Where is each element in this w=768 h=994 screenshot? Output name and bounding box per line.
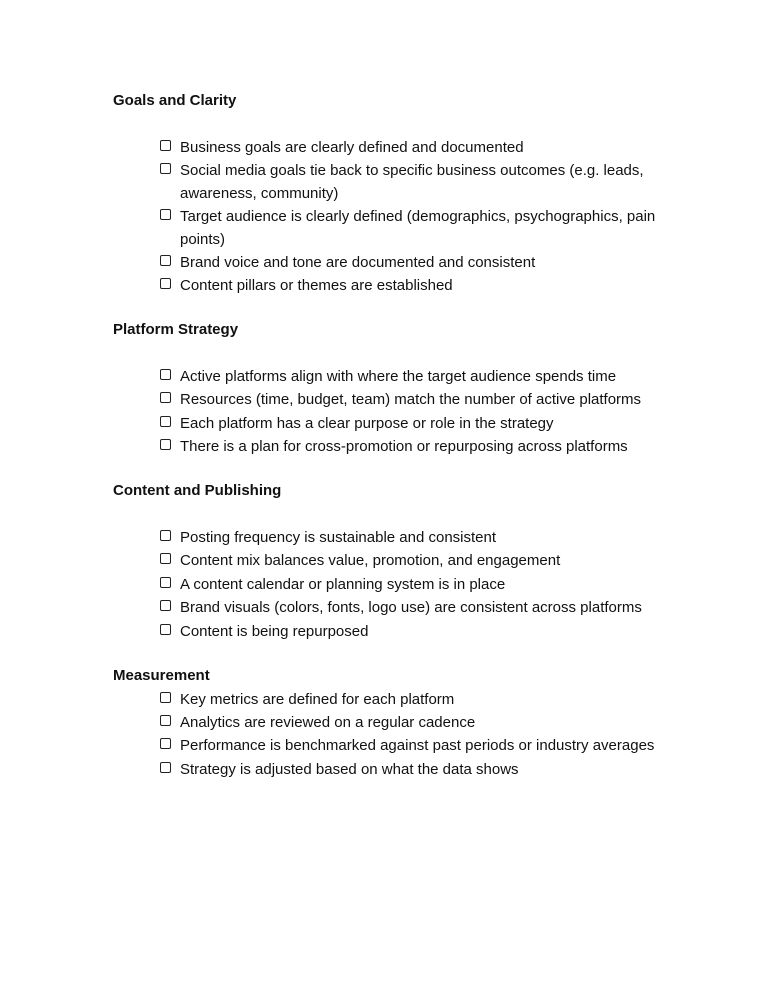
section-title-platform: Platform Strategy	[113, 321, 239, 338]
section-title-content: Content and Publishing	[113, 482, 282, 499]
checklist-item-label: Business goals are clearly defined and documented	[180, 139, 524, 156]
checklist-item-label: Analytics are reviewed on a regular cadence	[180, 714, 476, 731]
checklist-item[interactable]	[160, 365, 700, 388]
checklist-item-label: Brand voice and tone are documented and consistent	[180, 254, 536, 271]
checkbox[interactable]	[160, 624, 171, 635]
checklist-item-label: Strategy is adjusted based on what the data shows	[180, 761, 519, 778]
checklist-item[interactable]	[160, 688, 700, 711]
checkbox[interactable]	[160, 530, 171, 541]
checklist-item-label: Active platforms align with where the target audience spends time	[180, 368, 617, 385]
checkbox[interactable]	[160, 392, 171, 403]
checklist-item-label: Each platform has a clear purpose or role in the strategy	[180, 415, 554, 432]
checkbox[interactable]	[160, 163, 171, 174]
checklist-item[interactable]	[160, 711, 700, 734]
section-title-measurement: Measurement	[113, 667, 210, 684]
checklist-item-label: Content is being repurposed	[180, 623, 369, 640]
checkbox[interactable]	[160, 553, 171, 564]
checkbox[interactable]	[160, 738, 171, 749]
checklist-item[interactable]	[160, 159, 700, 205]
checklist-item-label: Content pillars or themes are established	[180, 277, 453, 294]
checkbox[interactable]	[160, 439, 171, 450]
checklist-item[interactable]	[160, 435, 700, 458]
checklist-item-label: Target audience is clearly defined (demographics, psychographics, pain points)	[180, 208, 656, 248]
checkbox[interactable]	[160, 140, 171, 151]
checklist-item[interactable]	[160, 596, 700, 619]
checkbox[interactable]	[160, 692, 171, 703]
checklist-item-label: Performance is benchmarked against past periods or industry averages	[180, 737, 655, 754]
checklist-item[interactable]	[160, 758, 700, 781]
checkbox[interactable]	[160, 762, 171, 773]
checklist-item-label: Brand visuals (colors, fonts, logo use) are consistent across platforms	[180, 599, 642, 616]
checkbox[interactable]	[160, 369, 171, 380]
checkbox[interactable]	[160, 715, 171, 726]
checklist-item[interactable]	[160, 251, 700, 274]
checklist-item-label: Key metrics are defined for each platform	[180, 691, 455, 708]
checklist-item-label: A content calendar or planning system is in place	[180, 576, 506, 593]
checklist-item[interactable]	[160, 205, 700, 251]
checklist-item-label: Social media goals tie back to specific business outcomes (e.g. leads, awareness, community)	[180, 162, 644, 202]
checklist-item-label: Content mix balances value, promotion, and engagement	[180, 552, 561, 569]
checklist-item[interactable]	[160, 734, 700, 757]
checkbox[interactable]	[160, 577, 171, 588]
checklist-item[interactable]	[160, 549, 700, 572]
checkbox[interactable]	[160, 209, 171, 220]
checklist-item-label: Resources (time, budget, team) match the number of active platforms	[180, 391, 642, 408]
checklist-item[interactable]	[160, 573, 700, 596]
checklist-item[interactable]	[160, 274, 700, 297]
checklist-item[interactable]	[160, 526, 700, 549]
section-title-goals: Goals and Clarity	[113, 92, 237, 109]
checklist-item-label: Posting frequency is sustainable and consistent	[180, 529, 497, 546]
checkbox[interactable]	[160, 278, 171, 289]
checkbox[interactable]	[160, 600, 171, 611]
checklist-item[interactable]	[160, 620, 700, 643]
checklist-item-label: There is a plan for cross-promotion or repurposing across platforms	[180, 438, 628, 455]
checklist-item[interactable]	[160, 388, 700, 411]
checklist-item[interactable]	[160, 412, 700, 435]
checkbox[interactable]	[160, 416, 171, 427]
checklist-item[interactable]	[160, 136, 700, 159]
checkbox[interactable]	[160, 255, 171, 266]
